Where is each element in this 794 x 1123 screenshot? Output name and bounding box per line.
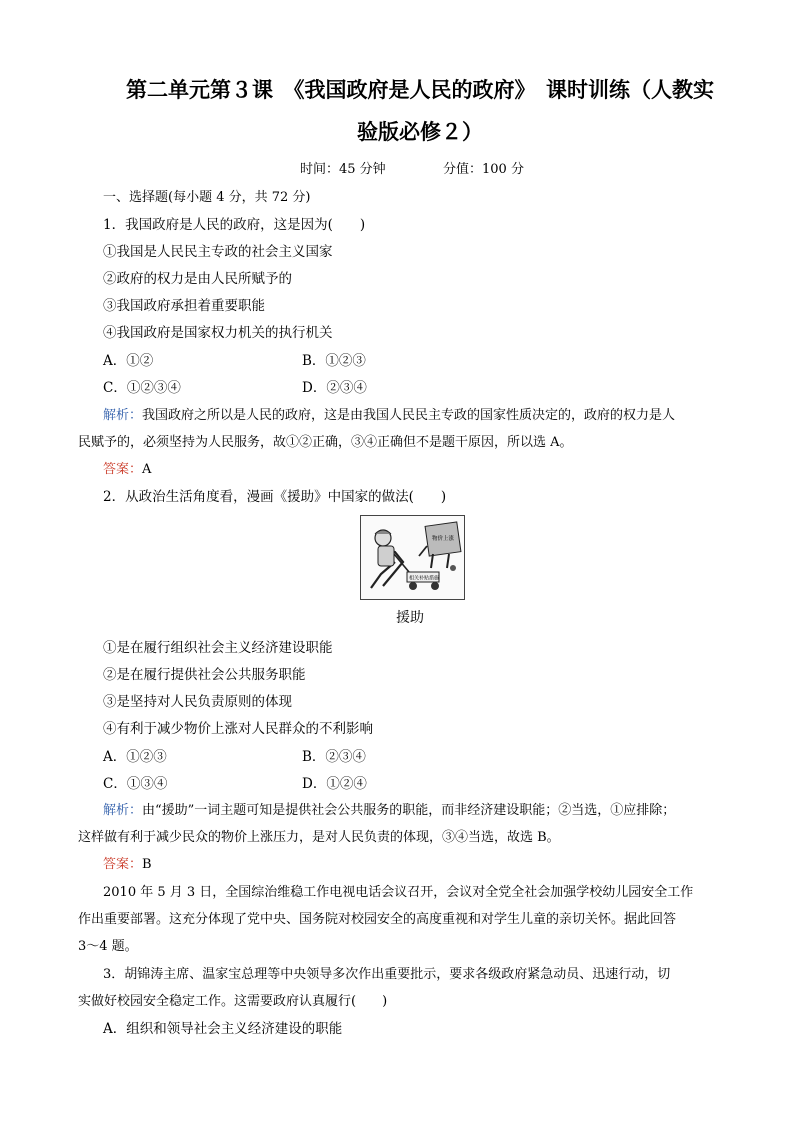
explanation-label: 解析： bbox=[103, 408, 143, 423]
q1-option-b: B．①②③ bbox=[302, 353, 366, 369]
cartoon-drawing bbox=[361, 516, 464, 599]
q1-item-1: ①我国是人民民主专政的社会主义国家 bbox=[103, 244, 333, 260]
q2-answer-value: B bbox=[142, 857, 152, 872]
cartoon-image bbox=[360, 515, 465, 600]
cart-label: 相关补贴措施 bbox=[409, 575, 440, 582]
q2-item-4: ④有利于减少物价上涨对人民群众的不利影响 bbox=[103, 721, 373, 737]
material-line3: 3～4 题。 bbox=[78, 939, 138, 954]
q3-stem-line2: 实做好校园安全稳定工作。这需要政府认真履行( ) bbox=[78, 994, 388, 1009]
cartoon-caption: 援助 bbox=[396, 610, 424, 626]
document-title-line2: 验版必修２） bbox=[357, 119, 483, 144]
time-limit: 时间：45 分钟 bbox=[300, 162, 386, 177]
q1-explanation bbox=[103, 404, 675, 423]
answer-label: 答案： bbox=[103, 857, 143, 872]
q2-option-d: D．①②④ bbox=[302, 776, 367, 792]
q2-option-b: B．②③④ bbox=[302, 749, 366, 765]
section-heading: 一、选择题(每小题 4 分，共 72 分) bbox=[103, 190, 311, 205]
q2-explanation-cont: 这样做有利于减少民众的物价上涨压力，是对人民负责的体现，③④当选，故选 B。 bbox=[78, 830, 560, 845]
q1-answer bbox=[103, 458, 151, 477]
material-line1: 2010 年 5 月 3 日，全国综治维稳工作电视电话会议召开，会议对全党全社会加强学校幼儿园安全工作 bbox=[103, 885, 694, 900]
q1-option-d: D．②③④ bbox=[302, 380, 367, 396]
document-title-line1: 第二单元第３课 《我国政府是人民的政府》 课时训练（人教实 bbox=[126, 77, 714, 102]
q1-item-4: ④我国政府是国家权力机关的执行机关 bbox=[103, 325, 333, 341]
q1-option-c: C．①②③④ bbox=[103, 380, 181, 396]
explanation-label: 解析： bbox=[103, 803, 143, 818]
box-label: 物价上涨 bbox=[432, 536, 455, 542]
q2-explanation bbox=[103, 799, 675, 818]
q2-item-2: ②是在履行提供社会公共服务职能 bbox=[103, 667, 306, 683]
q2-answer bbox=[103, 853, 152, 872]
q2-stem: 2．从政治生活角度看，漫画《援助》中国家的做法( ) bbox=[103, 489, 447, 505]
q2-option-a: A．①②③ bbox=[103, 749, 167, 765]
q1-stem: 1．我国政府是人民的政府，这是因为( ) bbox=[103, 217, 366, 233]
q1-item-2: ②政府的权力是由人民所赋予的 bbox=[103, 271, 292, 287]
q3-stem-line1: 3．胡锦涛主席、温家宝总理等中央领导多次作出重要批示，要求各级政府紧急动员、迅速行动，切 bbox=[103, 967, 671, 982]
q2-explanation-text: 由“援助”一词主题可知是提供社会公共服务的职能，而非经济建设职能；②当选，①应排除； bbox=[142, 803, 676, 818]
q1-item-3: ③我国政府承担着重要职能 bbox=[103, 298, 265, 314]
q2-item-1: ①是在履行组织社会主义经济建设职能 bbox=[103, 640, 333, 656]
total-score: 分值：100 分 bbox=[443, 162, 524, 177]
q3-option-a: A．组织和领导社会主义经济建设的职能 bbox=[103, 1021, 343, 1037]
q1-answer-value: A bbox=[142, 462, 152, 477]
q1-explanation-text: 我国政府之所以是人民的政府，这是由我国人民民主专政的国家性质决定的，政府的权力是人 bbox=[142, 408, 676, 423]
q2-option-c: C．①③④ bbox=[103, 776, 168, 792]
q1-explanation-cont: 民赋予的，必须坚持为人民服务，故①②正确，③④正确但不是题干原因，所以选 A。 bbox=[78, 435, 573, 450]
q2-item-3: ③是坚持对人民负责原则的体现 bbox=[103, 694, 292, 710]
answer-label: 答案： bbox=[103, 462, 143, 477]
q1-option-a: A．①② bbox=[103, 353, 154, 369]
material-line2: 作出重要部署。这充分体现了党中央、国务院对校园安全的高度重视和对学生儿童的亲切关怀。据此回答 bbox=[78, 912, 677, 927]
